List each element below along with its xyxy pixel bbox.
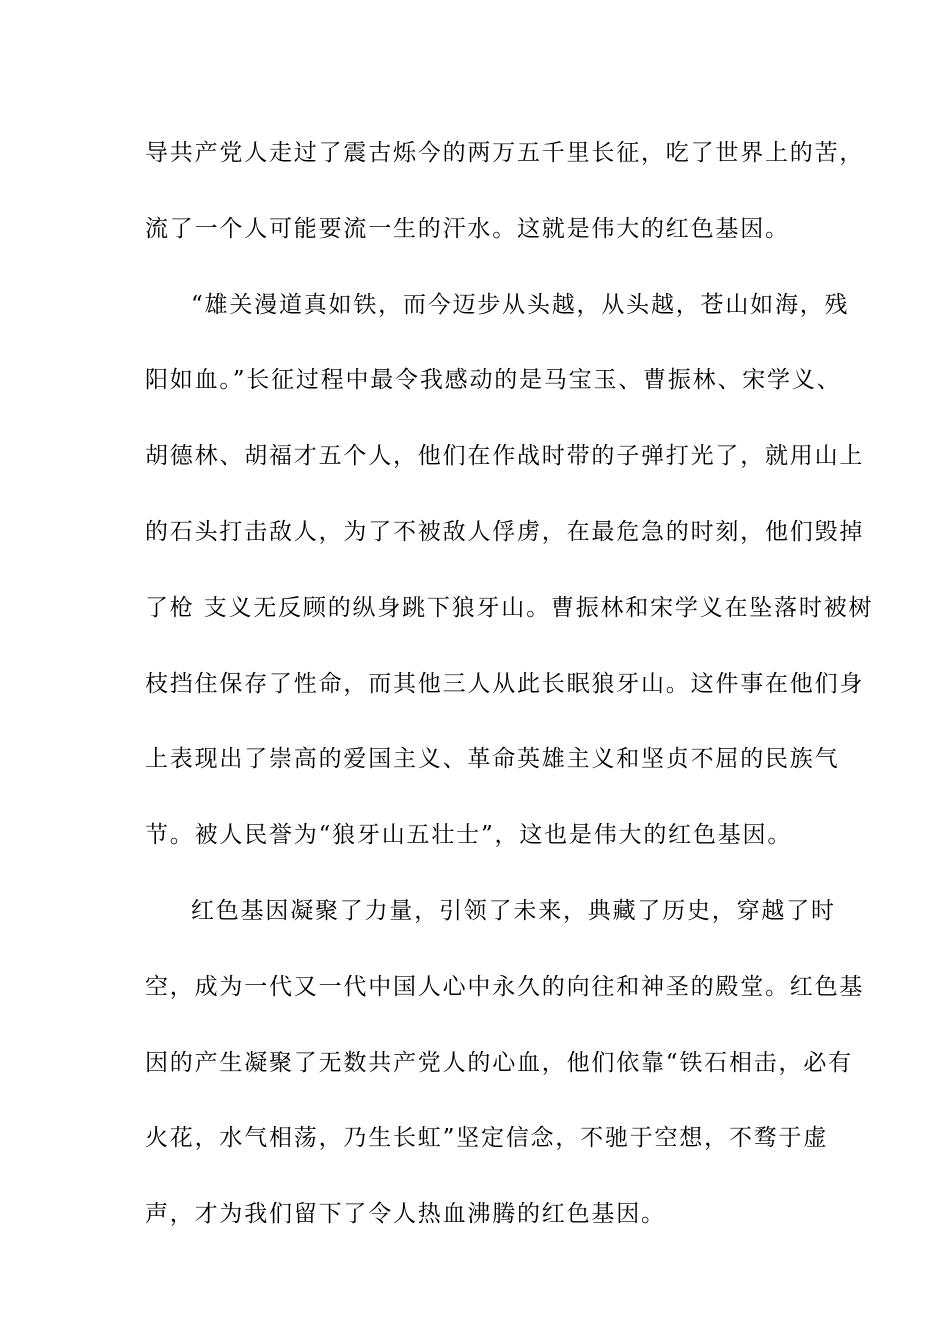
text-line: 胡德林、胡福才五个人，他们在作战时带的子弹打光了，就用山上 bbox=[145, 443, 865, 470]
text-line: 空，成为一代又一代中国人心中永久的向往和神圣的殿堂。红色基 bbox=[145, 973, 865, 1000]
text-line: 的石头打击敌人，为了不被敌人俘虏，在最危急的时刻，他们毁掉 bbox=[145, 518, 865, 545]
text-line: 阳如血。”长征过程中最令我感动的是马宝玉、曹振林、宋学义、 bbox=[145, 367, 842, 394]
text-line: “雄关漫道真如铁，而今迈步从头越，从头越，苍山如海，残 bbox=[191, 291, 850, 318]
text-line: 枝挡住保存了性命，而其他三人从此长眠狼牙山。这件事在他们身 bbox=[145, 670, 865, 697]
text-line: 节。被人民誉为“狼牙山五壮士”，这也是伟大的红色基因。 bbox=[145, 822, 793, 849]
text-line: 流了一个人可能要流一生的汗水。这就是伟大的红色基因。 bbox=[145, 215, 790, 242]
text-line: 上表现出了崇高的爱国主义、革命英雄主义和坚贞不屈的民族气 bbox=[145, 746, 840, 773]
text-line: 声，才为我们留下了令人热血沸腾的红色基因。 bbox=[145, 1201, 666, 1228]
text-line: 火花，水气相荡，乃生长虹”坚定信念，不驰于空想，不骛于虚 bbox=[145, 1125, 829, 1152]
text-line: 了枪 支义无反顾的纵身跳下狼牙山。曹振林和宋学义在坠落时被树 bbox=[145, 594, 874, 621]
text-line: 导共产党人走过了震古烁今的两万五千里长征，吃了世界上的苦， bbox=[145, 140, 865, 166]
text-line: 红色基因凝聚了力量，引领了未来，典藏了历史，穿越了时 bbox=[191, 897, 836, 924]
text-line: 因的产生凝聚了无数共产党人的心血，他们依靠“铁石相击，必有 bbox=[145, 1049, 853, 1076]
body-text bbox=[145, 128, 874, 1265]
